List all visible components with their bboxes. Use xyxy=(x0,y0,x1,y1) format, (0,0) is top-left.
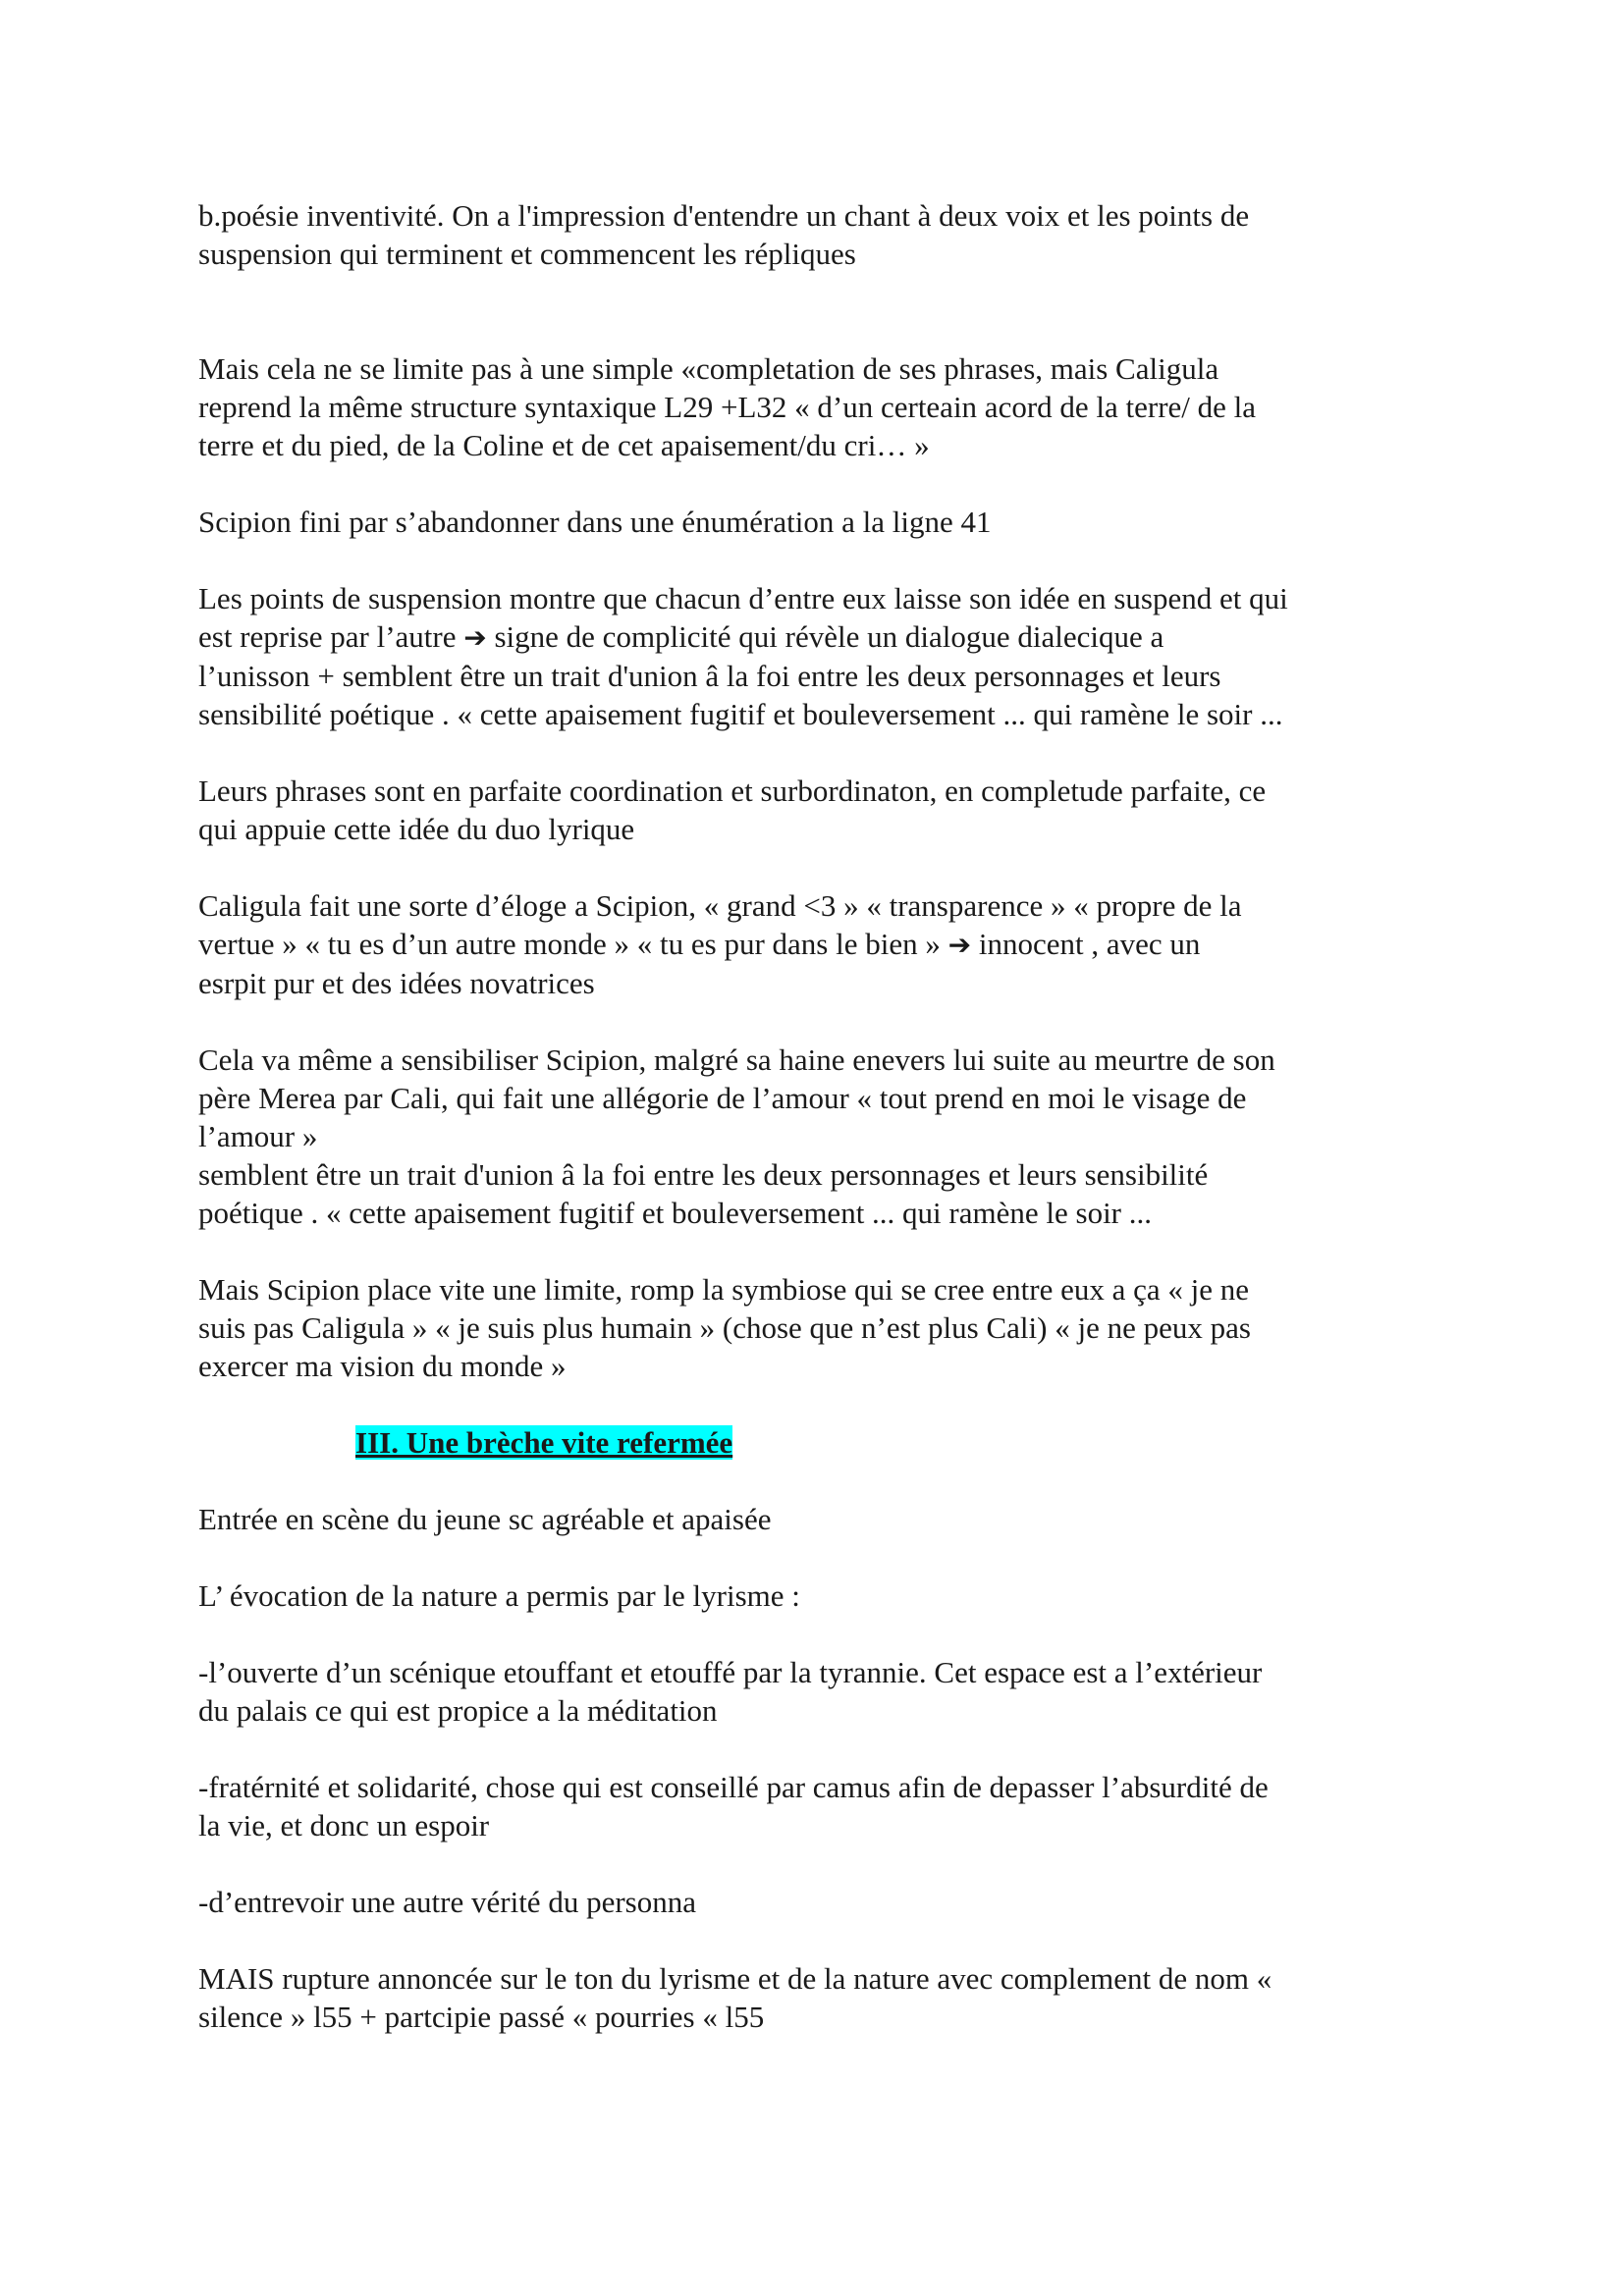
text-line: sensibilité poétique . « cette apaisement fugitif et bouleversement ... qui ramène le soir ... xyxy=(198,697,1283,731)
document-page xyxy=(198,196,1406,2036)
text-line: Mais Scipion place vite une limite, romp la symbiose qui se cree entre eux a ça « je ne xyxy=(198,1272,1250,1307)
text-line: semblent être un trait d'union â la foi entre les deux personnages et leurs sensibilité xyxy=(198,1157,1209,1192)
paragraph-limite xyxy=(198,1270,1406,1385)
text-line: Leurs phrases sont en parfaite coordination et surbordinaton, en completude parfaite, ce xyxy=(198,774,1267,808)
paragraph-verite xyxy=(198,1883,1406,1921)
text-line: MAIS rupture annoncée sur le ton du lyrisme et de la nature avec complement de nom « xyxy=(198,1961,1272,1996)
text-line: du palais ce qui est propice a la méditation xyxy=(198,1693,718,1728)
text-line: Entrée en scène du jeune sc agréable et apaisée xyxy=(198,1502,772,1536)
text-line: la vie, et donc un espoir xyxy=(198,1808,490,1842)
text-line: l’unisson + semblent être un trait d'union â la foi entre les deux personnages et leurs xyxy=(198,659,1221,693)
text-line: qui appuie cette idée du duo lyrique xyxy=(198,812,635,846)
text-segment: innocent , avec un xyxy=(971,927,1201,961)
text-line: -fratérnité et solidarité, chose qui est conseillé par camus afin de depasser l’absurdité de xyxy=(198,1770,1269,1804)
text-line: suspension qui terminent et commencent les répliques xyxy=(198,237,856,271)
paragraph-evocation xyxy=(198,1576,1406,1615)
text-line: b.poésie inventivité. On a l'impression d'entendre un chant à deux voix et les points de xyxy=(198,198,1250,233)
paragraph-structure xyxy=(198,349,1406,464)
section-heading: III. Une brèche vite refermée xyxy=(355,1425,733,1460)
text-line xyxy=(198,925,1406,964)
text-line: Cela va même a sensibiliser Scipion, malgré sa haine enevers lui suite au meurtre de son xyxy=(198,1042,1275,1077)
text-line: Caligula fait une sorte d’éloge a Scipion, « grand <3 » « transparence » « propre de la xyxy=(198,888,1242,923)
paragraph-sensibiliser xyxy=(198,1041,1406,1232)
paragraph-coordination xyxy=(198,772,1406,848)
text-line: exercer ma vision du monde » xyxy=(198,1349,567,1383)
text-segment: est reprise par l’autre xyxy=(198,619,464,654)
text-line: Mais cela ne se limite pas à une simple «completation de ses phrases, mais Caligula xyxy=(198,351,1219,386)
text-line: l’amour » xyxy=(198,1119,318,1153)
text-line: suis pas Caligula » « je suis plus humain » (chose que n’est plus Cali) « je ne peux pas xyxy=(198,1310,1251,1345)
paragraph-suspension xyxy=(198,579,1406,733)
paragraph-eloge xyxy=(198,886,1406,1002)
text-line: -d’entrevoir une autre vérité du personna xyxy=(198,1885,696,1919)
text-line: esrpit pur et des idées novatrices xyxy=(198,966,595,1000)
paragraph-ouverte xyxy=(198,1653,1406,1730)
text-segment: vertue » « tu es d’un autre monde » « tu es pur dans le bien » xyxy=(198,927,948,961)
paragraph-rupture xyxy=(198,1959,1406,2036)
text-line: silence » l55 + partcipie passé « pourries « l55 xyxy=(198,2000,765,2034)
text-line: Les points de suspension montre que chacun d’entre eux laisse son idée en suspend et qui xyxy=(198,581,1288,615)
text-line: Scipion fini par s’abandonner dans une énumération a la ligne 41 xyxy=(198,505,992,539)
paragraph-entree xyxy=(198,1500,1406,1538)
paragraph-poesie xyxy=(198,196,1406,273)
section-heading-container xyxy=(198,1423,1406,1462)
text-line: poétique . « cette apaisement fugitif et bouleversement ... qui ramène le soir ... xyxy=(198,1196,1153,1230)
paragraph-enumeration xyxy=(198,503,1406,541)
right-arrow-icon: ➔ xyxy=(463,621,487,654)
text-line: terre et du pied, de la Coline et de cet apaisement/du cri… » xyxy=(198,428,930,462)
text-line: L’ évocation de la nature a permis par le lyrisme : xyxy=(198,1578,800,1613)
text-line: -l’ouverte d’un scénique etouffant et etouffé par la tyrannie. Cet espace est a l’extérieur xyxy=(198,1655,1263,1689)
right-arrow-icon: ➔ xyxy=(947,929,972,961)
text-line: reprend la même structure syntaxique L29 +L32 « d’un certeain acord de la terre/ de la xyxy=(198,390,1257,424)
text-line xyxy=(198,617,1406,657)
text-segment: signe de complicité qui révèle un dialogue dialecique a xyxy=(486,619,1164,654)
text-line: père Merea par Cali, qui fait une allégorie de l’amour « tout prend en moi le visage de xyxy=(198,1081,1247,1115)
paragraph-fraternite xyxy=(198,1768,1406,1844)
